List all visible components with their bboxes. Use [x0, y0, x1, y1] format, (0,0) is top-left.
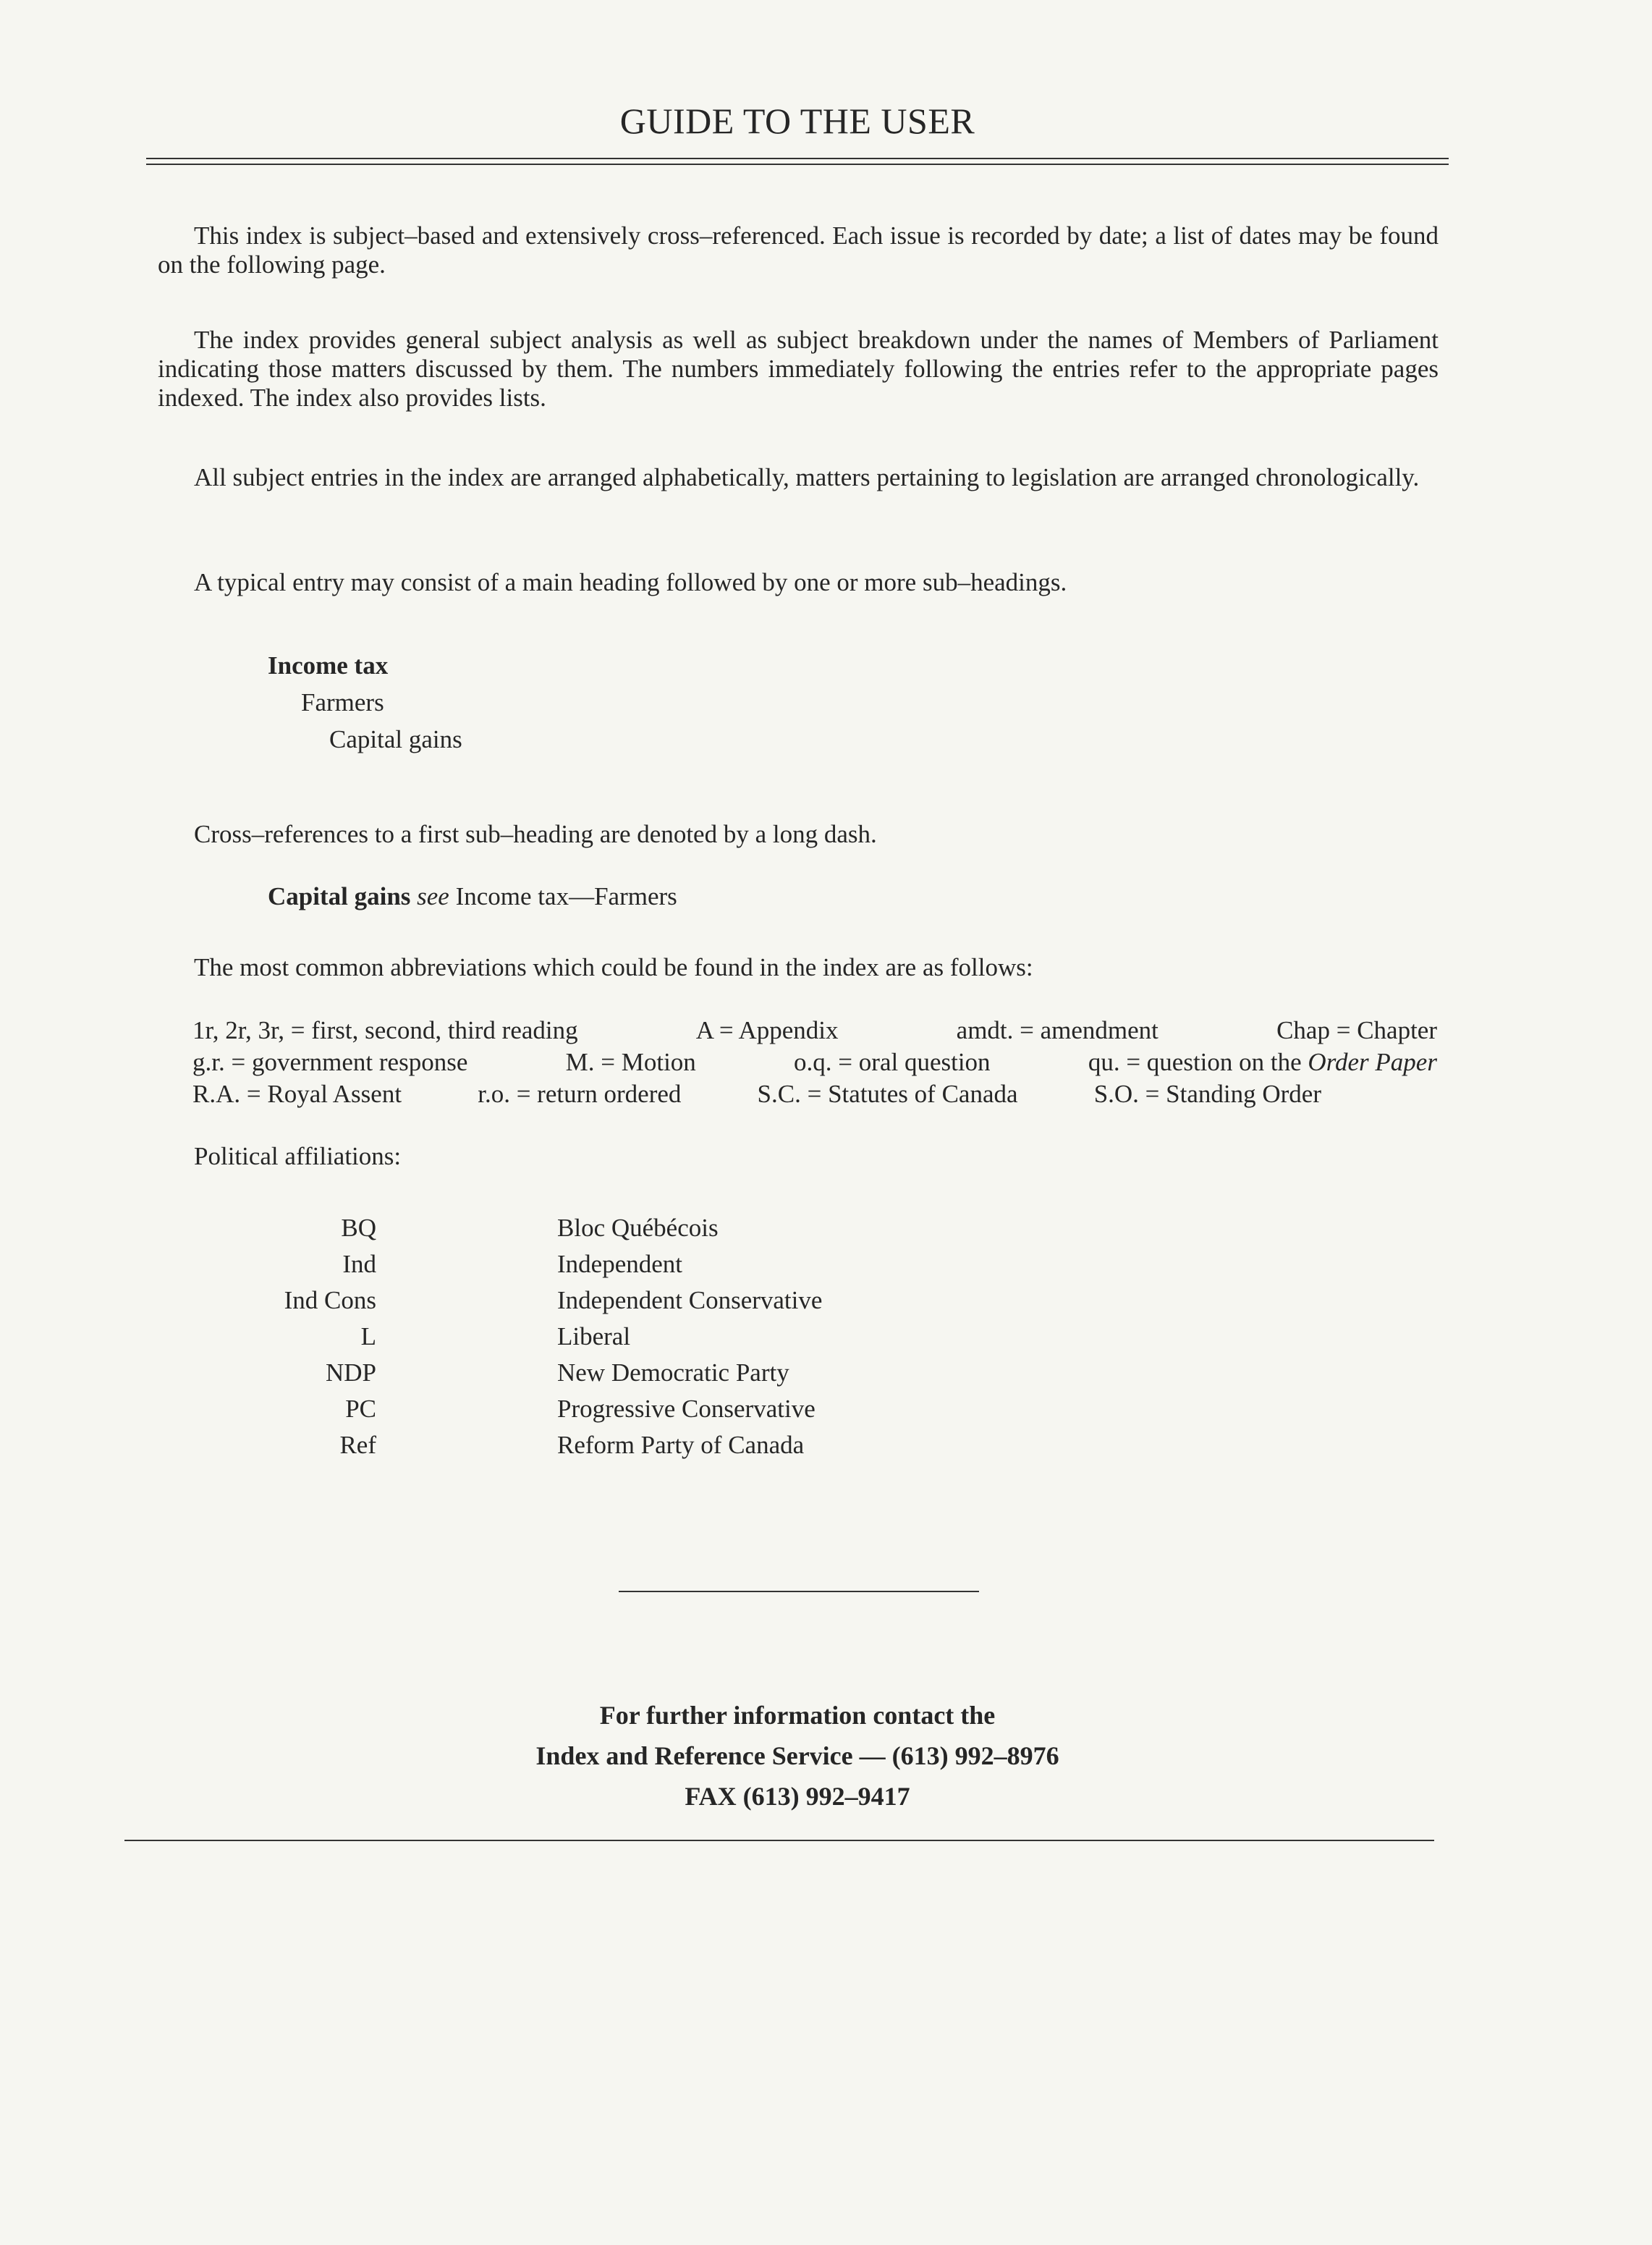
affiliation-abbr: L	[360, 1322, 376, 1350]
abbreviation-question-prefix: qu. = question on the	[1088, 1048, 1308, 1076]
abbreviation-government-response: g.r. = government response	[192, 1048, 468, 1076]
contact-block	[291, 1695, 1304, 1817]
example-heading: Income tax	[268, 651, 389, 680]
affiliation-name: Bloc Québécois	[557, 1214, 719, 1242]
cross-reference-term: Capital gains	[268, 882, 411, 910]
abbreviations-intro: The most common abbreviations which could be found in the index are as follows:	[194, 953, 1033, 981]
abbreviation-royal-assent: R.A. = Royal Assent	[192, 1080, 402, 1108]
affiliation-name: New Democratic Party	[557, 1358, 789, 1387]
section-divider	[619, 1591, 979, 1592]
cross-reference-see: see	[417, 882, 449, 910]
abbreviation-motion: M. = Motion	[565, 1048, 696, 1076]
affiliation-abbr: PC	[345, 1395, 376, 1423]
bottom-rule	[124, 1840, 1434, 1841]
abbreviation-oral-question: o.q. = oral question	[794, 1048, 991, 1076]
abbreviations-row-3	[192, 1078, 1321, 1110]
abbreviation-appendix: A = Appendix	[695, 1016, 839, 1044]
cross-reference-paragraph: Cross–references to a first sub–heading are denoted by a long dash.	[194, 820, 877, 848]
affiliation-abbr: Ref	[339, 1431, 376, 1459]
intro-paragraph: This index is subject–based and extensively cross–referenced. Each issue is recorded by date; a list of dates may be found on the following page.	[158, 221, 1439, 279]
cross-reference-example	[268, 882, 677, 911]
title-double-rule	[146, 158, 1449, 165]
subject-analysis-paragraph: The index provides general subject analysis as well as subject breakdown under the names of Members of Parliament indicating those matters discussed by them. The numbers immediately following the entries refer to the appropriate pages indexed. The index also provides lists.	[158, 326, 1439, 412]
abbreviation-order-paper: Order Paper	[1308, 1048, 1437, 1076]
page-title: GUIDE TO THE USER	[619, 101, 975, 141]
cross-reference-target: Income tax—Farmers	[455, 882, 677, 910]
political-affiliations-heading: Political affiliations:	[194, 1142, 402, 1170]
abbreviation-chapter: Chap = Chapter	[1276, 1016, 1437, 1044]
typical-entry-paragraph: A typical entry may consist of a main heading followed by one or more sub–headings.	[194, 568, 1067, 596]
affiliation-name: Reform Party of Canada	[557, 1431, 805, 1459]
abbreviation-amendment: amdt. = amendment	[956, 1016, 1158, 1044]
example-sub-subheading: Capital gains	[329, 725, 462, 753]
contact-line-2: Index and Reference Service — (613) 992–8976	[535, 1741, 1059, 1770]
abbreviation-standing-order: S.O. = Standing Order	[1093, 1080, 1321, 1108]
affiliation-abbr: NDP	[325, 1358, 376, 1387]
affiliation-name: Progressive Conservative	[557, 1395, 816, 1423]
affiliation-name: Independent Conservative	[557, 1286, 823, 1314]
arrangement-paragraph: All subject entries in the index are arranged alphabetically, matters pertaining to legislation are arranged chronologically.	[194, 463, 1420, 491]
contact-line-1: For further information contact the	[599, 1701, 996, 1730]
affiliation-abbr: Ind	[342, 1250, 376, 1278]
affiliation-abbr: Ind Cons	[284, 1286, 376, 1314]
abbreviation-question-order-paper	[1088, 1047, 1437, 1078]
contact-line-3: FAX (613) 992–9417	[685, 1782, 910, 1811]
abbreviations-row-2	[192, 1047, 1437, 1078]
abbreviation-reading: 1r, 2r, 3r, = first, second, third reading	[192, 1016, 578, 1044]
example-subheading: Farmers	[301, 688, 384, 716]
abbreviations-row-1	[192, 1015, 1437, 1047]
affiliation-name: Liberal	[557, 1322, 631, 1350]
abbreviation-statutes: S.C. = Statutes of Canada	[757, 1080, 1018, 1108]
affiliation-abbr: BQ	[341, 1214, 376, 1242]
affiliation-name: Independent	[557, 1250, 682, 1278]
abbreviation-return-ordered: r.o. = return ordered	[478, 1080, 682, 1108]
